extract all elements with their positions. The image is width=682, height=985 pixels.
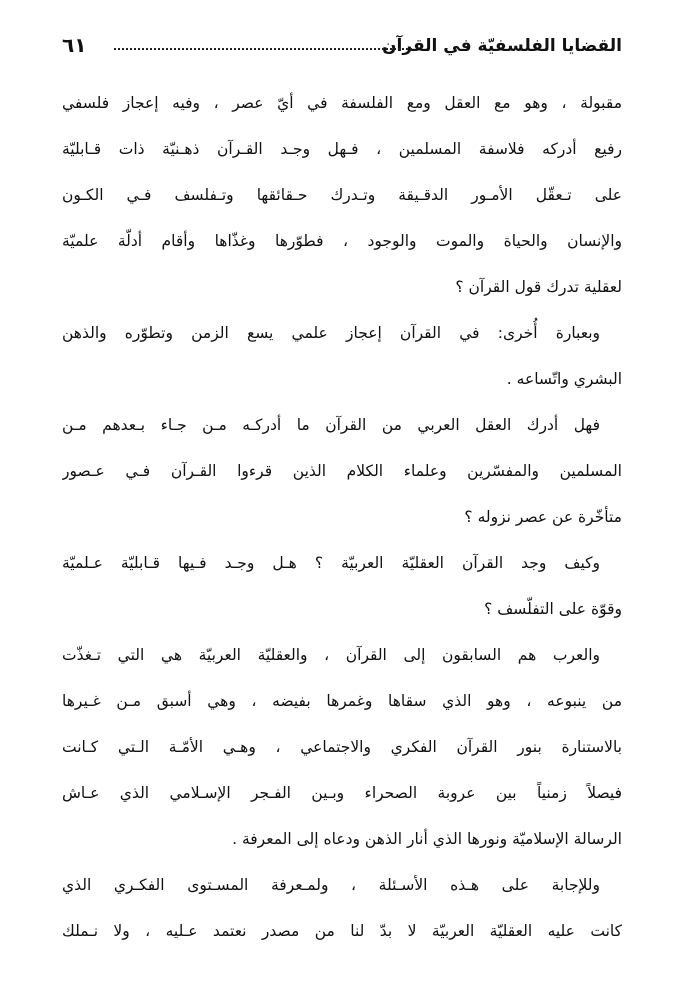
running-title: القضايا الفلسفيّة في القرآن bbox=[382, 36, 622, 56]
text-line: من ينبوعه ، وهو الذي سقاها وغمرها بفيضه ، وهي أسبق مـن غـيرها bbox=[62, 692, 622, 710]
page-header bbox=[62, 30, 622, 64]
text-line: لعقلية تدرك قول القرآن ؟ bbox=[455, 278, 622, 296]
body-text bbox=[62, 80, 622, 954]
paragraph-first-line: وبعبارة أُخرى: في القرآن إعجاز علمي يسع الزمن وتطوّره والذهن bbox=[62, 324, 600, 342]
text-line: الرسالة الإسلاميّة ونورها الذي أنار الذهن ودعاه إلى المعرفة . bbox=[232, 830, 622, 848]
text-line: متأخّرة عن عصر نزوله ؟ bbox=[464, 508, 622, 526]
paragraph-first-line: والعرب هم السابقون إلى القرآن ، والعقليّة العربيّة هي التي تـغذّت bbox=[62, 646, 600, 664]
text-line: فيصلاً زمنياً بين عروبة الصحراء وبـين الفـجر الإسـلامي الذي عـاش bbox=[62, 784, 622, 802]
paragraph-first-line: وللإجابة على هـذه الأسـئلة ، ولمـعرفة المسـتوى الفكـري الذي bbox=[62, 876, 600, 894]
text-line: على تـعقّل الأمـور الدقـيقة وتـدرك حـقائقها وتـفلسف فـي الكـون bbox=[62, 186, 622, 204]
text-line: وقوّة على التفلّسف ؟ bbox=[484, 600, 622, 618]
paragraph-first-line: وكيف وجد القرآن العقليّة العربيّة ؟ هـل وجـد فـيها قـابليّة عـلميّة bbox=[62, 554, 600, 572]
dotted-leader bbox=[114, 48, 412, 50]
paragraph-first-line: فهل أدرك العقل العربي من القرآن ما أدركـه مـن جـاء بـعدهم مـن bbox=[62, 416, 600, 434]
text-line: المسلمين والمفسّرين وعلماء الكلام الذين قرءوا القـرآن فـي عـصور bbox=[62, 462, 622, 480]
page-number: ٦١ bbox=[62, 33, 87, 57]
text-line: كانت عليه العقليّة العربيّة لا بدّ لنا من مصدر نعتمد عـليه ، ولا نـملك bbox=[62, 922, 622, 940]
text-line: بالاستنارة بنور القرآن الفكري والاجتماعي ، وهـي الأمّـة الـتي كـانت bbox=[62, 738, 622, 756]
text-line: مقبولة ، وهو مع العقل ومع الفلسفة في أيّ عصر ، وفيه إعجاز فلسفي bbox=[62, 94, 622, 112]
text-line: البشري واتّساعه . bbox=[506, 370, 622, 388]
text-line: والإنسان والحياة والموت والوجود ، فطوّرها وغذّاها وأقام أدلّة علميّة bbox=[62, 232, 622, 250]
text-line: رفيع أدركه فلاسفة المسلمين ، فـهل وجـد القـرآن ذهـنيّة ذات قـابليّة bbox=[62, 140, 622, 158]
